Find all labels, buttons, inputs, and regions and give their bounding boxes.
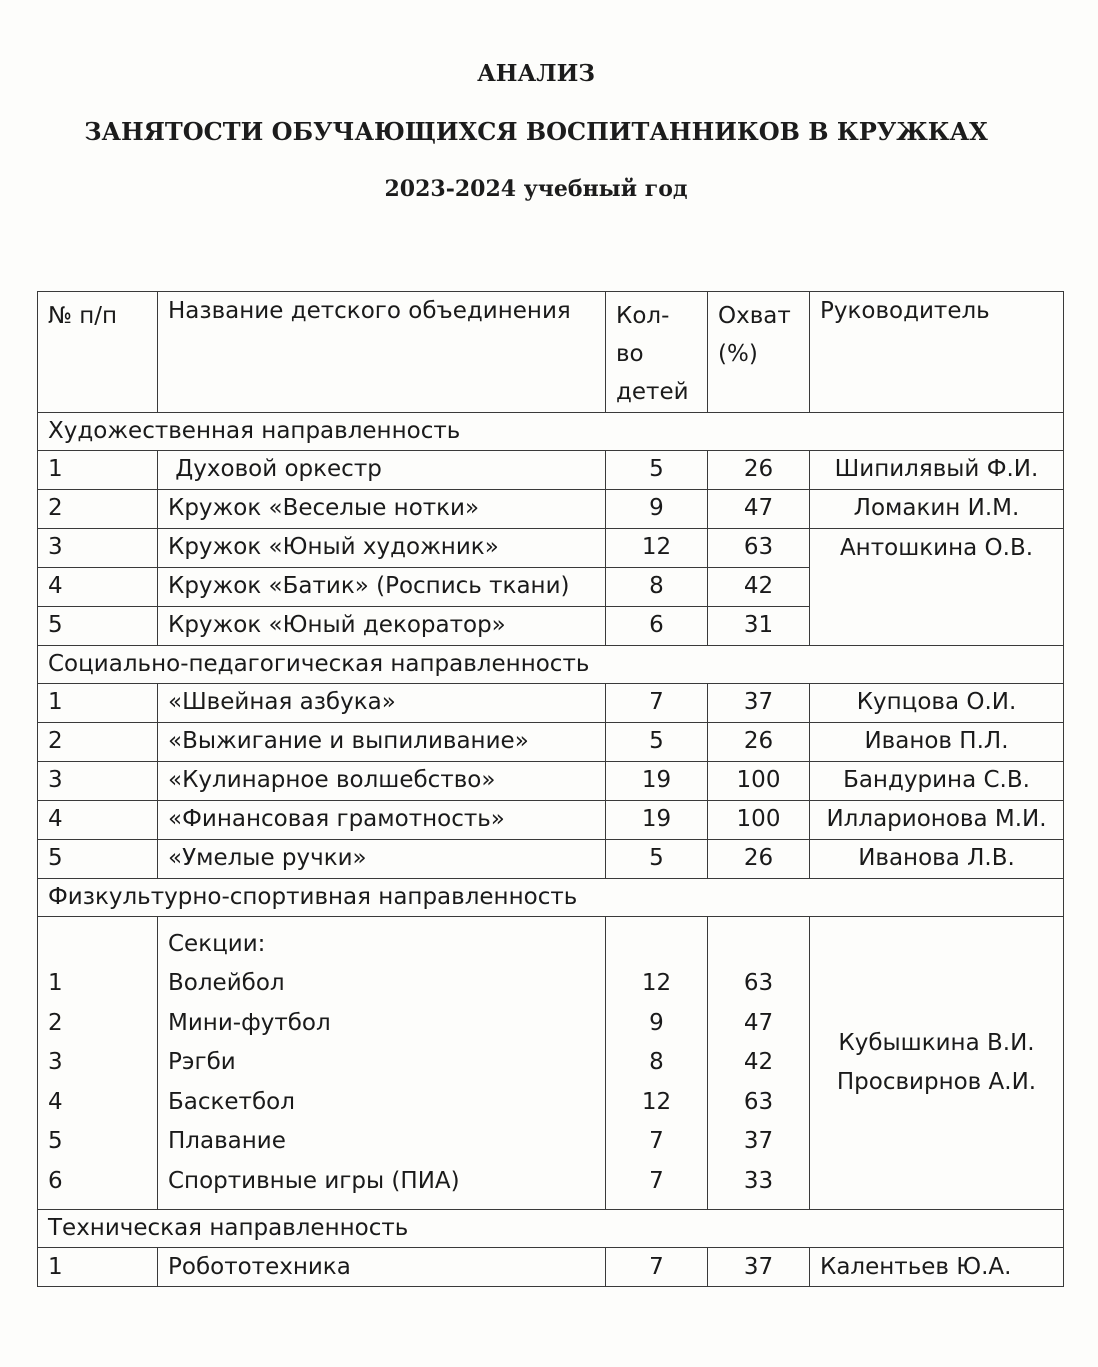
- clubs-table: [37, 291, 1064, 1287]
- row-name: «Финансовая грамотность»: [158, 800, 606, 839]
- row-name: Кружок «Батик» (Роспись ткани): [158, 567, 606, 606]
- group-coverages: [708, 916, 810, 1210]
- row-count: 6: [606, 606, 708, 645]
- row-leader: Иванов П.Л.: [810, 722, 1064, 761]
- header-num: № п/п: [38, 292, 158, 413]
- row-leader: Купцова О.И.: [810, 683, 1064, 722]
- row-coverage: 100: [708, 800, 810, 839]
- row-num: 1: [48, 970, 63, 997]
- row-coverage: 37: [708, 683, 810, 722]
- row-num: 4: [38, 800, 158, 839]
- academic-year: 2023-2024 учебный год: [384, 176, 688, 202]
- row-leader: Ломакин И.М.: [810, 489, 1064, 528]
- row-num: 2: [38, 722, 158, 761]
- row-coverage: 37: [708, 1248, 810, 1287]
- row-count: 7: [606, 683, 708, 722]
- table-row: [38, 1248, 1064, 1287]
- row-leader: Антошкина О.В.: [810, 528, 1064, 645]
- header-count: Кол-во детей: [606, 292, 708, 413]
- row-count: 12: [641, 970, 672, 997]
- row-num: 4: [48, 1088, 63, 1115]
- row-count: 8: [649, 1049, 664, 1076]
- row-num: 1: [38, 683, 158, 722]
- document-title: АНАЛИЗ: [477, 60, 595, 87]
- row-num: 5: [38, 606, 158, 645]
- row-name: Рэгби: [168, 1049, 236, 1076]
- row-count: 12: [606, 528, 708, 567]
- row-count: 5: [606, 839, 708, 878]
- row-name: Духовой оркестр: [158, 450, 606, 489]
- row-name: «Умелые ручки»: [158, 839, 606, 878]
- row-count: 19: [606, 800, 708, 839]
- table-row: [38, 450, 1064, 489]
- section-row: [38, 1210, 1064, 1248]
- row-count: 5: [606, 450, 708, 489]
- row-coverage: 63: [743, 1088, 774, 1115]
- row-count: 9: [606, 489, 708, 528]
- section-title: Физкультурно-спортивная направленность: [38, 878, 1064, 916]
- header-leader: Руководитель: [810, 292, 1064, 413]
- table-row: [38, 761, 1064, 800]
- row-name: Плавание: [168, 1128, 286, 1155]
- section-title: Социально-педагогическая направленность: [38, 645, 1064, 683]
- row-leader: Илларионова М.И.: [810, 800, 1064, 839]
- header-coverage: Охват (%): [708, 292, 810, 413]
- row-name: «Выжигание и выпиливание»: [158, 722, 606, 761]
- group-names: [158, 916, 606, 1210]
- table-row: [38, 528, 1064, 567]
- row-num: 2: [38, 489, 158, 528]
- row-count: 7: [606, 1248, 708, 1287]
- row-coverage: 26: [708, 450, 810, 489]
- row-name: Кружок «Веселые нотки»: [158, 489, 606, 528]
- row-coverage: 31: [708, 606, 810, 645]
- header-name: Название детского объединения: [158, 292, 606, 413]
- document-subtitle: ЗАНЯТОСТИ ОБУЧАЮЩИХСЯ ВОСПИТАННИКОВ В КРУЖКАХ: [84, 117, 988, 146]
- row-count: 19: [606, 761, 708, 800]
- row-num: 5: [38, 839, 158, 878]
- table-row: [38, 800, 1064, 839]
- table-row: [38, 839, 1064, 878]
- table-header-row: [38, 292, 1064, 413]
- row-coverage: 26: [708, 722, 810, 761]
- row-name: Робототехника: [158, 1248, 606, 1287]
- row-num: 1: [38, 1248, 158, 1287]
- row-count: 5: [606, 722, 708, 761]
- row-leader: Иванова Л.В.: [810, 839, 1064, 878]
- row-num: 2: [48, 1009, 63, 1036]
- group-leaders: [810, 916, 1064, 1210]
- row-leader: Калентьев Ю.А.: [810, 1248, 1064, 1287]
- section-row: [38, 412, 1064, 450]
- section-title: Техническая направленность: [38, 1210, 1064, 1248]
- row-leader: Просвирнов А.И.: [836, 1069, 1037, 1096]
- row-name: Мини-футбол: [168, 1009, 331, 1036]
- row-coverage: 26: [708, 839, 810, 878]
- row-coverage: 47: [708, 489, 810, 528]
- row-num: 4: [38, 567, 158, 606]
- row-name: «Швейная азбука»: [158, 683, 606, 722]
- row-count: 9: [649, 1009, 664, 1036]
- table-row-group: [38, 916, 1064, 1210]
- row-leader: Бандурина С.В.: [810, 761, 1064, 800]
- row-coverage: 63: [708, 528, 810, 567]
- row-num: 5: [48, 1128, 63, 1155]
- row-coverage: 100: [708, 761, 810, 800]
- group-label: Секции:: [168, 930, 266, 957]
- row-coverage: 63: [743, 970, 774, 997]
- table-row: [38, 489, 1064, 528]
- row-count: 8: [606, 567, 708, 606]
- row-coverage: 47: [743, 1009, 774, 1036]
- row-count: 7: [649, 1128, 664, 1155]
- row-coverage: 42: [708, 567, 810, 606]
- row-num: 3: [38, 761, 158, 800]
- section-row: [38, 645, 1064, 683]
- group-counts: [606, 916, 708, 1210]
- row-name: Спортивные игры (ПИА): [168, 1167, 460, 1194]
- section-row: [38, 878, 1064, 916]
- row-name: Волейбол: [168, 970, 285, 997]
- row-coverage: 33: [743, 1167, 774, 1194]
- row-num: 3: [38, 528, 158, 567]
- row-name: Кружок «Юный декоратор»: [158, 606, 606, 645]
- group-nums: [38, 916, 158, 1210]
- row-coverage: 37: [743, 1128, 774, 1155]
- row-count: 7: [649, 1167, 664, 1194]
- row-name: Кружок «Юный художник»: [158, 528, 606, 567]
- row-leader: Кубышкина В.И.: [838, 1029, 1035, 1056]
- section-title: Художественная направленность: [38, 412, 1064, 450]
- table-row: [38, 722, 1064, 761]
- table-row: [38, 683, 1064, 722]
- row-coverage: 42: [743, 1049, 774, 1076]
- row-name: «Кулинарное волшебство»: [158, 761, 606, 800]
- row-num: 6: [48, 1167, 63, 1194]
- row-count: 12: [641, 1088, 672, 1115]
- row-num: 3: [48, 1049, 63, 1076]
- row-leader: Шипилявый Ф.И.: [810, 450, 1064, 489]
- row-name: Баскетбол: [168, 1088, 295, 1115]
- row-num: 1: [38, 450, 158, 489]
